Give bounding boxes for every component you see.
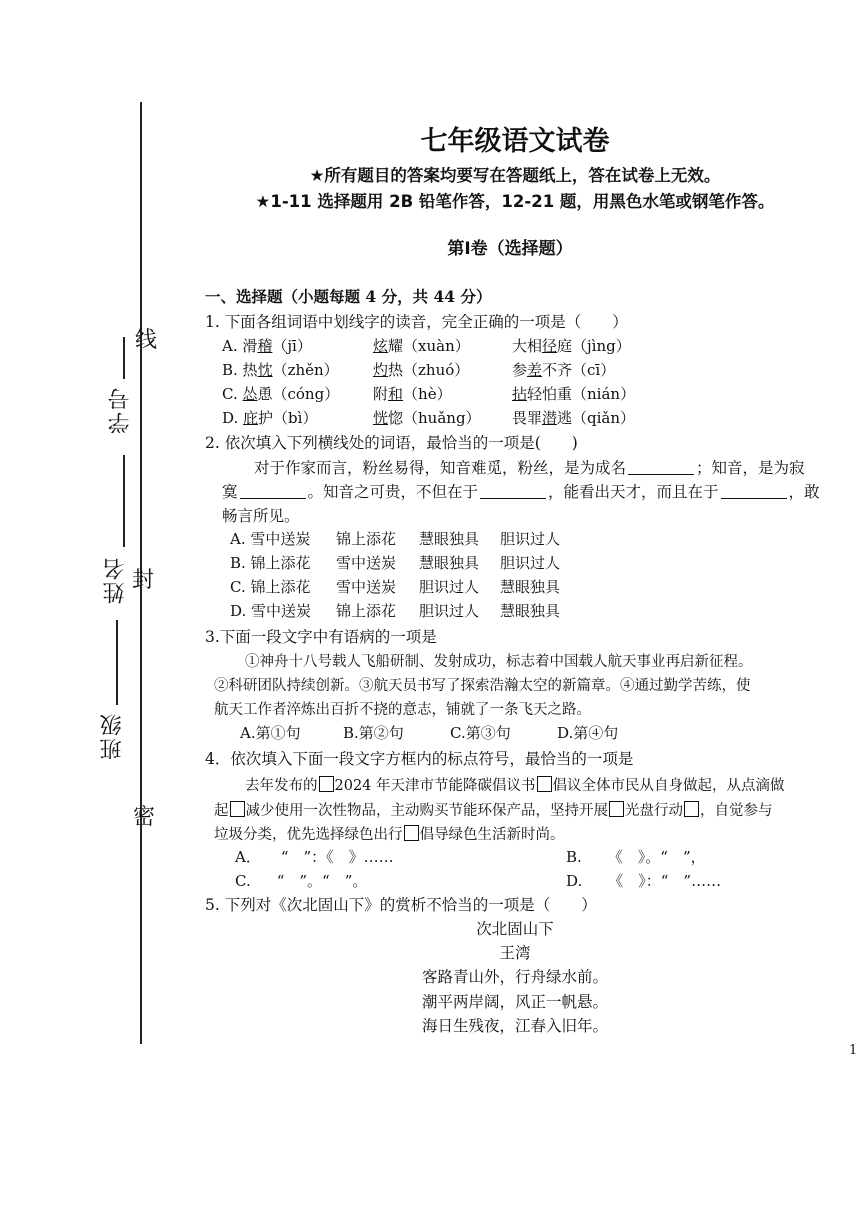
q4-option-d: D. 《 》：“ ”…… xyxy=(566,872,722,890)
q1-option-d-2: 恍惚（huǎng） xyxy=(373,409,481,427)
binding-label-feng: 封 xyxy=(132,568,157,593)
notice-2: ★1-11 选择题用 2B 铅笔作答，12-21 题，用黑色水笔或钢笔作答。 xyxy=(255,192,775,211)
notice-1: ★所有题目的答案均要写在答题纸上，答在试卷上无效。 xyxy=(309,166,721,185)
punct-box xyxy=(319,776,334,792)
class-label: 班级 xyxy=(100,712,125,760)
q4-option-b: B. 《 》。“ ”， xyxy=(566,848,706,866)
q2-blank-1 xyxy=(628,460,694,475)
q2-blank-3 xyxy=(480,484,546,499)
q3-passage-line-2: ②科研团队持续创新。③航天员书写了探索浩瀚太空的新篇章。④通过勤学苦练，使 xyxy=(214,678,751,694)
q5-stem: 5. 下列对《次北固山下》的赏析不恰当的一项是（ ） xyxy=(205,896,597,914)
part1-heading: 一、选择题（小题每题 4 分，共 44 分） xyxy=(205,287,492,306)
q1-option-a-1: A. 滑稽（jī） xyxy=(222,337,312,355)
xuehao-underline xyxy=(123,337,125,379)
q3-option-d: D.第④句 xyxy=(557,724,619,742)
punct-box xyxy=(684,801,699,817)
q4-option-c: C. “ ”。“ ”。 xyxy=(235,872,368,890)
q2-option-c: C. 锦上添花 雪中送炭 胆识过人 慧眼独具 xyxy=(230,578,561,596)
q1-option-d-1: D. 庇护（bì） xyxy=(222,409,318,427)
q1-option-a-2: 炫耀（xuàn） xyxy=(373,337,470,355)
q4-stem: 4．依次填入下面一段文字方框内的标点符号，最恰当的一项是 xyxy=(205,750,634,768)
name-label: 姓名 xyxy=(103,556,128,604)
q2-option-b: B. 锦上添花 雪中送炭 慧眼独具 胆识过人 xyxy=(230,554,561,572)
q3-option-a: A.第①句 xyxy=(240,724,301,742)
punct-box xyxy=(537,776,552,792)
poem-title: 次北固山下 xyxy=(476,920,554,938)
q4-option-a: A． “ ”：《 》…… xyxy=(235,848,394,866)
q1-option-c-2: 附和（hè） xyxy=(373,385,452,403)
q3-passage-line-1: ①神舟十八号载人飞船研制、发射成功，标志着中国载人航天事业再启新征程。 xyxy=(245,654,753,670)
q2-blank-2 xyxy=(240,484,306,499)
poem-line-1: 客路青山外，行舟绿水前。 xyxy=(421,968,608,986)
q2-blank-4 xyxy=(721,484,787,499)
binding-label-xian: 线 xyxy=(135,328,160,353)
xingming-underline xyxy=(123,455,125,547)
binding-label-mi: 密 xyxy=(133,805,158,830)
q1-option-c-3: 拈轻怕重（nián） xyxy=(512,385,636,403)
punct-box xyxy=(404,825,419,841)
q2-passage-line-1: 对于作家而言，粉丝易得，知音难觅，粉丝，是为成名 ；知音，是为寂 xyxy=(254,459,805,477)
q1-stem: 1. 下面各组词语中划线字的读音，完全正确的一项是（ ） xyxy=(205,313,628,331)
q3-passage-line-3: 航天工作者淬炼出百折不挠的意志，铺就了一条飞天之路。 xyxy=(214,702,591,718)
banji-underline xyxy=(116,620,118,705)
q4-passage-line-1: 去年发布的 2024 年天津市节能降碳倡议书 倡议全体市民从自身做起，从点滴做 xyxy=(245,778,785,794)
q3-option-c: C.第③句 xyxy=(450,724,511,742)
q1-option-c-1: C. 怂恿（cóng） xyxy=(222,385,340,403)
poem-line-2: 潮平两岸阔，风正一帆悬。 xyxy=(421,993,608,1011)
q2-option-a: A. 雪中送炭 锦上添花 慧眼独具 胆识过人 xyxy=(230,530,561,548)
q1-option-d-3: 畏罪潜逃（qiǎn） xyxy=(512,409,636,427)
punct-box xyxy=(230,801,245,817)
exam-title: 七年级语文试卷 xyxy=(420,126,610,157)
q1-option-b-2: 灼热（zhuó） xyxy=(373,361,470,379)
student-id-label: 学号 xyxy=(108,386,133,434)
page-number: 1 xyxy=(849,1043,858,1058)
section-title: 第Ⅰ卷（选择题） xyxy=(447,239,573,259)
poem-line-3: 海日生残夜，江春入旧年。 xyxy=(421,1017,608,1035)
q4-passage-line-3: 垃圾分类，优先选择绿色出行 倡导绿色生活新时尚。 xyxy=(214,827,565,843)
q3-stem: 3.下面一段文字中有语病的一项是 xyxy=(205,628,437,646)
q1-option-b-3: 参差不齐（cī） xyxy=(512,361,616,379)
q3-option-b: B.第②句 xyxy=(343,724,404,742)
punct-box xyxy=(609,801,624,817)
q2-passage-line-2: 寞 。知音之可贵，不但在于 ，能看出天才，而且在于 ，敢 xyxy=(222,483,820,501)
q4-passage-line-2: 起 减少使用一次性物品，主动购买节能环保产品，坚持开展 光盘行动 ，自觉参与 xyxy=(214,803,773,819)
poem-author: 王湾 xyxy=(499,944,531,962)
q2-option-d: D. 雪中送炭 锦上添花 胆识过人 慧眼独具 xyxy=(230,602,561,620)
q1-option-b-1: B. 热忱（zhěn） xyxy=(222,361,339,379)
q2-stem: 2. 依次填入下列横线处的词语，最恰当的一项是( ) xyxy=(205,434,578,452)
q2-passage-line-3: 畅言所见。 xyxy=(222,507,300,525)
q1-option-a-3: 大相径庭（jìng） xyxy=(512,337,631,355)
